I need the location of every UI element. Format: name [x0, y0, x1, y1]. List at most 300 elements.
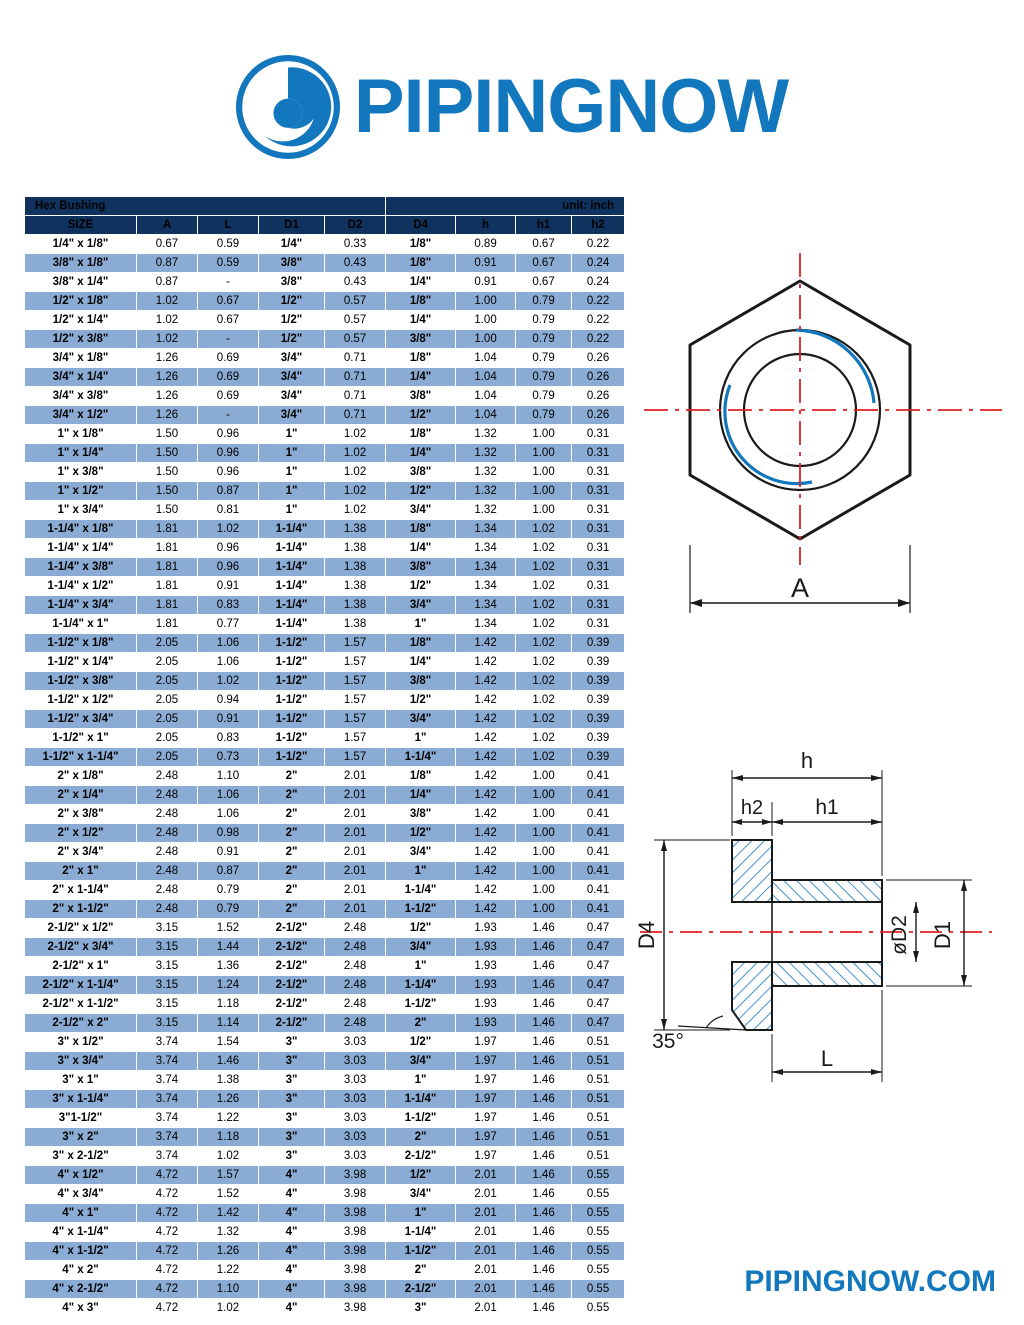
cell-4: 2.01: [325, 843, 386, 862]
cell-0: 4" x 3": [25, 1299, 137, 1318]
cell-1: 1.26: [137, 368, 198, 387]
cell-3: 2-1/2": [259, 919, 325, 938]
cell-1: 3.74: [137, 1052, 198, 1071]
spec-table-container: [24, 196, 624, 1318]
cell-0: 1-1/4" x 1/4": [25, 539, 137, 558]
table-row: [25, 254, 625, 273]
table-body: [25, 235, 625, 1318]
cell-4: 0.43: [325, 254, 386, 273]
cell-2: 1.02: [198, 672, 259, 691]
cell-2: 1.22: [198, 1109, 259, 1128]
cell-1: 1.02: [137, 311, 198, 330]
cell-5: 1-1/2": [386, 995, 456, 1014]
cell-3: 2": [259, 824, 325, 843]
cell-2: 1.52: [198, 1185, 259, 1204]
cell-8: 0.51: [572, 1033, 625, 1052]
cell-4: 3.03: [325, 1147, 386, 1166]
cell-4: 1.02: [325, 463, 386, 482]
cell-1: 3.15: [137, 1014, 198, 1033]
cell-0: 1-1/2" x 3/8": [25, 672, 137, 691]
table-row: [25, 786, 625, 805]
cell-5: 3/4": [386, 710, 456, 729]
cell-3: 1/2": [259, 330, 325, 349]
cell-3: 1": [259, 444, 325, 463]
cell-5: 1": [386, 862, 456, 881]
cell-6: 1.42: [456, 748, 516, 767]
cell-6: 2.01: [456, 1166, 516, 1185]
cell-2: 1.26: [198, 1090, 259, 1109]
table-row: [25, 957, 625, 976]
cell-3: 4": [259, 1280, 325, 1299]
cell-7: 1.46: [516, 938, 572, 957]
cell-2: 0.79: [198, 881, 259, 900]
table-row: [25, 729, 625, 748]
cell-2: 1.06: [198, 653, 259, 672]
cell-0: 3/8" x 1/4": [25, 273, 137, 292]
cell-0: 3" x 2-1/2": [25, 1147, 137, 1166]
cell-1: 2.48: [137, 824, 198, 843]
cell-6: 1.42: [456, 786, 516, 805]
cell-6: 1.42: [456, 900, 516, 919]
cell-8: 0.47: [572, 976, 625, 995]
cell-2: 0.79: [198, 900, 259, 919]
cell-0: 3/4" x 1/8": [25, 349, 137, 368]
cell-0: 1/2" x 1/8": [25, 292, 137, 311]
cell-4: 0.71: [325, 349, 386, 368]
cell-7: 1.02: [516, 520, 572, 539]
cell-3: 3/4": [259, 387, 325, 406]
flange-lower-section: [732, 962, 772, 1030]
cell-7: 1.00: [516, 444, 572, 463]
cell-4: 0.43: [325, 273, 386, 292]
cell-8: 0.39: [572, 672, 625, 691]
cell-2: 1.57: [198, 1166, 259, 1185]
cell-7: 1.46: [516, 919, 572, 938]
dim-label-h: h: [800, 748, 814, 773]
cell-8: 0.31: [572, 425, 625, 444]
cell-7: 1.46: [516, 1071, 572, 1090]
cell-1: 1.50: [137, 444, 198, 463]
cell-2: 1.44: [198, 938, 259, 957]
cell-7: 1.00: [516, 900, 572, 919]
cell-0: 3/4" x 3/8": [25, 387, 137, 406]
table-row: [25, 1014, 625, 1033]
cell-3: 1/4": [259, 235, 325, 254]
cell-0: 2" x 1/2": [25, 824, 137, 843]
column-header-size: SIZE: [25, 216, 137, 235]
cell-8: 0.55: [572, 1166, 625, 1185]
cell-0: 3/4" x 1/4": [25, 368, 137, 387]
cell-4: 1.57: [325, 672, 386, 691]
cell-4: 3.98: [325, 1204, 386, 1223]
cell-6: 1.93: [456, 995, 516, 1014]
cell-2: 1.36: [198, 957, 259, 976]
cell-5: 1": [386, 957, 456, 976]
table-row: [25, 710, 625, 729]
cell-6: 1.34: [456, 577, 516, 596]
table-row: [25, 444, 625, 463]
cell-3: 1-1/2": [259, 729, 325, 748]
table-title-row: [25, 197, 625, 216]
cell-4: 2.01: [325, 805, 386, 824]
cell-5: 3/8": [386, 805, 456, 824]
cell-4: 1.57: [325, 748, 386, 767]
cell-5: 1/2": [386, 406, 456, 425]
cell-5: 1/2": [386, 919, 456, 938]
cell-8: 0.26: [572, 406, 625, 425]
cell-3: 3": [259, 1147, 325, 1166]
cell-8: 0.51: [572, 1147, 625, 1166]
cell-2: 0.96: [198, 425, 259, 444]
cell-6: 1.97: [456, 1033, 516, 1052]
cell-1: 1.81: [137, 558, 198, 577]
cell-1: 3.74: [137, 1109, 198, 1128]
cell-2: -: [198, 273, 259, 292]
cell-8: 0.51: [572, 1128, 625, 1147]
cell-7: 1.46: [516, 1204, 572, 1223]
dim-label-d2: øD2: [888, 915, 911, 955]
circular-swirl-logo-icon: [236, 55, 340, 159]
cell-5: 3/8": [386, 387, 456, 406]
cell-6: 2.01: [456, 1204, 516, 1223]
cell-1: 1.81: [137, 615, 198, 634]
cell-2: 0.69: [198, 387, 259, 406]
table-row: [25, 1299, 625, 1318]
cell-6: 1.97: [456, 1147, 516, 1166]
cell-1: 0.87: [137, 273, 198, 292]
cell-4: 1.57: [325, 653, 386, 672]
cell-8: 0.51: [572, 1071, 625, 1090]
cell-1: 2.48: [137, 767, 198, 786]
hex-bushing-spec-table: [24, 196, 625, 1318]
cell-7: 1.02: [516, 539, 572, 558]
cell-5: 1-1/4": [386, 748, 456, 767]
cell-8: 0.31: [572, 463, 625, 482]
table-row: [25, 235, 625, 254]
cell-5: 3/8": [386, 463, 456, 482]
cell-4: 3.03: [325, 1052, 386, 1071]
cell-5: 1/4": [386, 786, 456, 805]
cell-4: 1.02: [325, 482, 386, 501]
cell-6: 1.34: [456, 596, 516, 615]
cell-6: 2.01: [456, 1261, 516, 1280]
cell-8: 0.24: [572, 273, 625, 292]
cell-2: 1.14: [198, 1014, 259, 1033]
cell-0: 2-1/2" x 1-1/2": [25, 995, 137, 1014]
cell-3: 2": [259, 805, 325, 824]
body-lower-section: [772, 962, 882, 986]
bushing-section-view: [620, 730, 1012, 1150]
cell-0: 2" x 1": [25, 862, 137, 881]
cell-6: 1.04: [456, 349, 516, 368]
cell-4: 2.48: [325, 995, 386, 1014]
cell-3: 3/4": [259, 368, 325, 387]
cell-0: 4" x 3/4": [25, 1185, 137, 1204]
cell-8: 0.41: [572, 786, 625, 805]
column-header-h1: h1: [516, 216, 572, 235]
cell-0: 3/8" x 1/8": [25, 254, 137, 273]
cell-4: 2.48: [325, 919, 386, 938]
cell-7: 0.79: [516, 330, 572, 349]
cell-4: 1.57: [325, 729, 386, 748]
cell-2: 1.54: [198, 1033, 259, 1052]
cell-8: 0.41: [572, 900, 625, 919]
cell-3: 2-1/2": [259, 976, 325, 995]
table-row: [25, 824, 625, 843]
cell-2: 1.42: [198, 1204, 259, 1223]
cell-3: 1-1/4": [259, 577, 325, 596]
cell-5: 1/4": [386, 444, 456, 463]
cell-1: 4.72: [137, 1166, 198, 1185]
cell-0: 2-1/2" x 1-1/4": [25, 976, 137, 995]
cell-5: 1/2": [386, 824, 456, 843]
cell-6: 1.93: [456, 1014, 516, 1033]
cell-8: 0.24: [572, 254, 625, 273]
cell-6: 1.42: [456, 710, 516, 729]
cell-8: 0.22: [572, 235, 625, 254]
cell-6: 1.93: [456, 976, 516, 995]
cell-2: 1.52: [198, 919, 259, 938]
cell-7: 1.46: [516, 1033, 572, 1052]
cell-5: 1-1/2": [386, 1242, 456, 1261]
cell-3: 1": [259, 501, 325, 520]
cell-4: 3.03: [325, 1128, 386, 1147]
cell-3: 4": [259, 1242, 325, 1261]
cell-7: 1.00: [516, 881, 572, 900]
cell-4: 2.48: [325, 938, 386, 957]
cell-5: 1/8": [386, 634, 456, 653]
cell-1: 2.48: [137, 900, 198, 919]
cell-2: 0.59: [198, 254, 259, 273]
cell-6: 1.04: [456, 387, 516, 406]
cell-5: 1/8": [386, 254, 456, 273]
table-row: [25, 1128, 625, 1147]
column-header-l: L: [198, 216, 259, 235]
cell-7: 1.02: [516, 558, 572, 577]
cell-4: 3.98: [325, 1299, 386, 1318]
cell-6: 1.04: [456, 406, 516, 425]
cell-4: 3.98: [325, 1185, 386, 1204]
cell-5: 1/8": [386, 349, 456, 368]
cell-2: 0.91: [198, 710, 259, 729]
cell-5: 1/8": [386, 520, 456, 539]
cell-1: 2.05: [137, 634, 198, 653]
cell-6: 1.42: [456, 691, 516, 710]
cell-6: 1.42: [456, 805, 516, 824]
cell-8: 0.47: [572, 995, 625, 1014]
footer-website-url[interactable]: PIPINGNOW.COM: [744, 1265, 996, 1298]
table-row: [25, 976, 625, 995]
cell-7: 1.46: [516, 1014, 572, 1033]
table-row: [25, 387, 625, 406]
cell-1: 4.72: [137, 1261, 198, 1280]
cell-2: 0.77: [198, 615, 259, 634]
cell-7: 1.46: [516, 976, 572, 995]
cell-2: 0.96: [198, 463, 259, 482]
cell-5: 1": [386, 615, 456, 634]
cell-7: 1.00: [516, 862, 572, 881]
table-row: [25, 995, 625, 1014]
table-row: [25, 273, 625, 292]
cell-7: 1.00: [516, 786, 572, 805]
column-header-a: A: [137, 216, 198, 235]
cell-1: 3.74: [137, 1147, 198, 1166]
cell-4: 2.01: [325, 767, 386, 786]
cell-0: 3" x 3/4": [25, 1052, 137, 1071]
table-row: [25, 368, 625, 387]
cell-1: 1.26: [137, 387, 198, 406]
cell-1: 4.72: [137, 1185, 198, 1204]
cell-4: 3.03: [325, 1109, 386, 1128]
cell-0: 2-1/2" x 1": [25, 957, 137, 976]
arrow-right: [898, 599, 910, 607]
cell-2: 0.94: [198, 691, 259, 710]
cell-8: 0.55: [572, 1299, 625, 1318]
cell-5: 1/4": [386, 653, 456, 672]
brand-header: [0, 52, 1024, 162]
cell-8: 0.47: [572, 938, 625, 957]
cell-5: 2-1/2": [386, 1280, 456, 1299]
cell-8: 0.55: [572, 1280, 625, 1299]
cell-7: 0.79: [516, 311, 572, 330]
cell-8: 0.47: [572, 957, 625, 976]
cell-4: 0.57: [325, 330, 386, 349]
cell-3: 3/4": [259, 406, 325, 425]
cell-8: 0.31: [572, 482, 625, 501]
cell-4: 2.48: [325, 1014, 386, 1033]
cell-5: 1-1/2": [386, 1109, 456, 1128]
cell-5: 1/8": [386, 767, 456, 786]
cell-5: 1/4": [386, 368, 456, 387]
cell-8: 0.55: [572, 1185, 625, 1204]
cell-3: 1-1/2": [259, 653, 325, 672]
cell-5: 3": [386, 1299, 456, 1318]
cell-1: 2.05: [137, 672, 198, 691]
cell-6: 1.42: [456, 824, 516, 843]
cell-5: 1/4": [386, 273, 456, 292]
cell-0: 1/2" x 1/4": [25, 311, 137, 330]
cell-3: 2-1/2": [259, 957, 325, 976]
column-header-d2: D2: [325, 216, 386, 235]
cell-6: 1.42: [456, 729, 516, 748]
cell-2: 0.67: [198, 292, 259, 311]
body-upper-section: [772, 880, 882, 902]
cell-3: 1-1/4": [259, 596, 325, 615]
cell-4: 0.71: [325, 406, 386, 425]
table-row: [25, 1223, 625, 1242]
cell-4: 1.38: [325, 596, 386, 615]
cell-8: 0.41: [572, 881, 625, 900]
cell-2: 1.02: [198, 520, 259, 539]
cell-3: 2-1/2": [259, 1014, 325, 1033]
cell-5: 1/4": [386, 311, 456, 330]
cell-5: 3/4": [386, 501, 456, 520]
cell-5: 1": [386, 729, 456, 748]
cell-2: -: [198, 406, 259, 425]
cell-3: 1": [259, 463, 325, 482]
cell-1: 3.15: [137, 938, 198, 957]
cell-6: 1.34: [456, 615, 516, 634]
cell-4: 3.03: [325, 1071, 386, 1090]
cell-0: 1-1/4" x 3/8": [25, 558, 137, 577]
cell-6: 1.00: [456, 330, 516, 349]
cell-6: 1.04: [456, 368, 516, 387]
cell-1: 1.02: [137, 330, 198, 349]
cell-8: 0.55: [572, 1242, 625, 1261]
cell-7: 1.02: [516, 729, 572, 748]
cell-8: 0.26: [572, 368, 625, 387]
cell-0: 2-1/2" x 3/4": [25, 938, 137, 957]
table-row: [25, 577, 625, 596]
cell-2: 0.87: [198, 482, 259, 501]
cell-0: 2" x 3/8": [25, 805, 137, 824]
cell-8: 0.22: [572, 292, 625, 311]
cell-8: 0.31: [572, 596, 625, 615]
cell-2: 1.18: [198, 1128, 259, 1147]
cell-0: 3"1-1/2": [25, 1109, 137, 1128]
cell-3: 4": [259, 1261, 325, 1280]
cell-8: 0.31: [572, 558, 625, 577]
cell-1: 3.15: [137, 976, 198, 995]
cell-8: 0.41: [572, 843, 625, 862]
cell-6: 1.42: [456, 862, 516, 881]
cell-1: 2.48: [137, 862, 198, 881]
cell-2: 1.02: [198, 1147, 259, 1166]
cell-8: 0.31: [572, 539, 625, 558]
cell-7: 1.46: [516, 1223, 572, 1242]
cell-4: 2.48: [325, 976, 386, 995]
cell-8: 0.22: [572, 330, 625, 349]
cell-4: 3.98: [325, 1280, 386, 1299]
cell-2: 0.73: [198, 748, 259, 767]
table-row: [25, 919, 625, 938]
cell-1: 1.81: [137, 539, 198, 558]
cell-7: 1.00: [516, 482, 572, 501]
cell-4: 1.38: [325, 520, 386, 539]
table-row: [25, 1166, 625, 1185]
cell-8: 0.41: [572, 862, 625, 881]
cell-6: 1.00: [456, 292, 516, 311]
column-header-h: h: [456, 216, 516, 235]
dim-label-l: L: [820, 1046, 834, 1071]
column-header-d4: D4: [386, 216, 456, 235]
table-row: [25, 672, 625, 691]
table-row: [25, 539, 625, 558]
cell-7: 1.02: [516, 672, 572, 691]
cell-2: 0.96: [198, 558, 259, 577]
cell-0: 1-1/4" x 1/8": [25, 520, 137, 539]
cell-3: 3/8": [259, 254, 325, 273]
cell-8: 0.55: [572, 1223, 625, 1242]
cell-8: 0.41: [572, 805, 625, 824]
cell-8: 0.39: [572, 748, 625, 767]
cell-0: 1-1/4" x 1": [25, 615, 137, 634]
cell-0: 4" x 1/2": [25, 1166, 137, 1185]
cell-4: 2.01: [325, 862, 386, 881]
cell-3: 2": [259, 767, 325, 786]
cell-3: 2": [259, 862, 325, 881]
cell-1: 3.15: [137, 919, 198, 938]
cell-3: 1-1/2": [259, 672, 325, 691]
table-row: [25, 520, 625, 539]
cell-2: 1.10: [198, 1280, 259, 1299]
cell-1: 1.81: [137, 596, 198, 615]
cell-7: 1.00: [516, 425, 572, 444]
table-row: [25, 406, 625, 425]
cell-4: 0.71: [325, 368, 386, 387]
cell-6: 1.97: [456, 1071, 516, 1090]
cell-5: 1/8": [386, 292, 456, 311]
